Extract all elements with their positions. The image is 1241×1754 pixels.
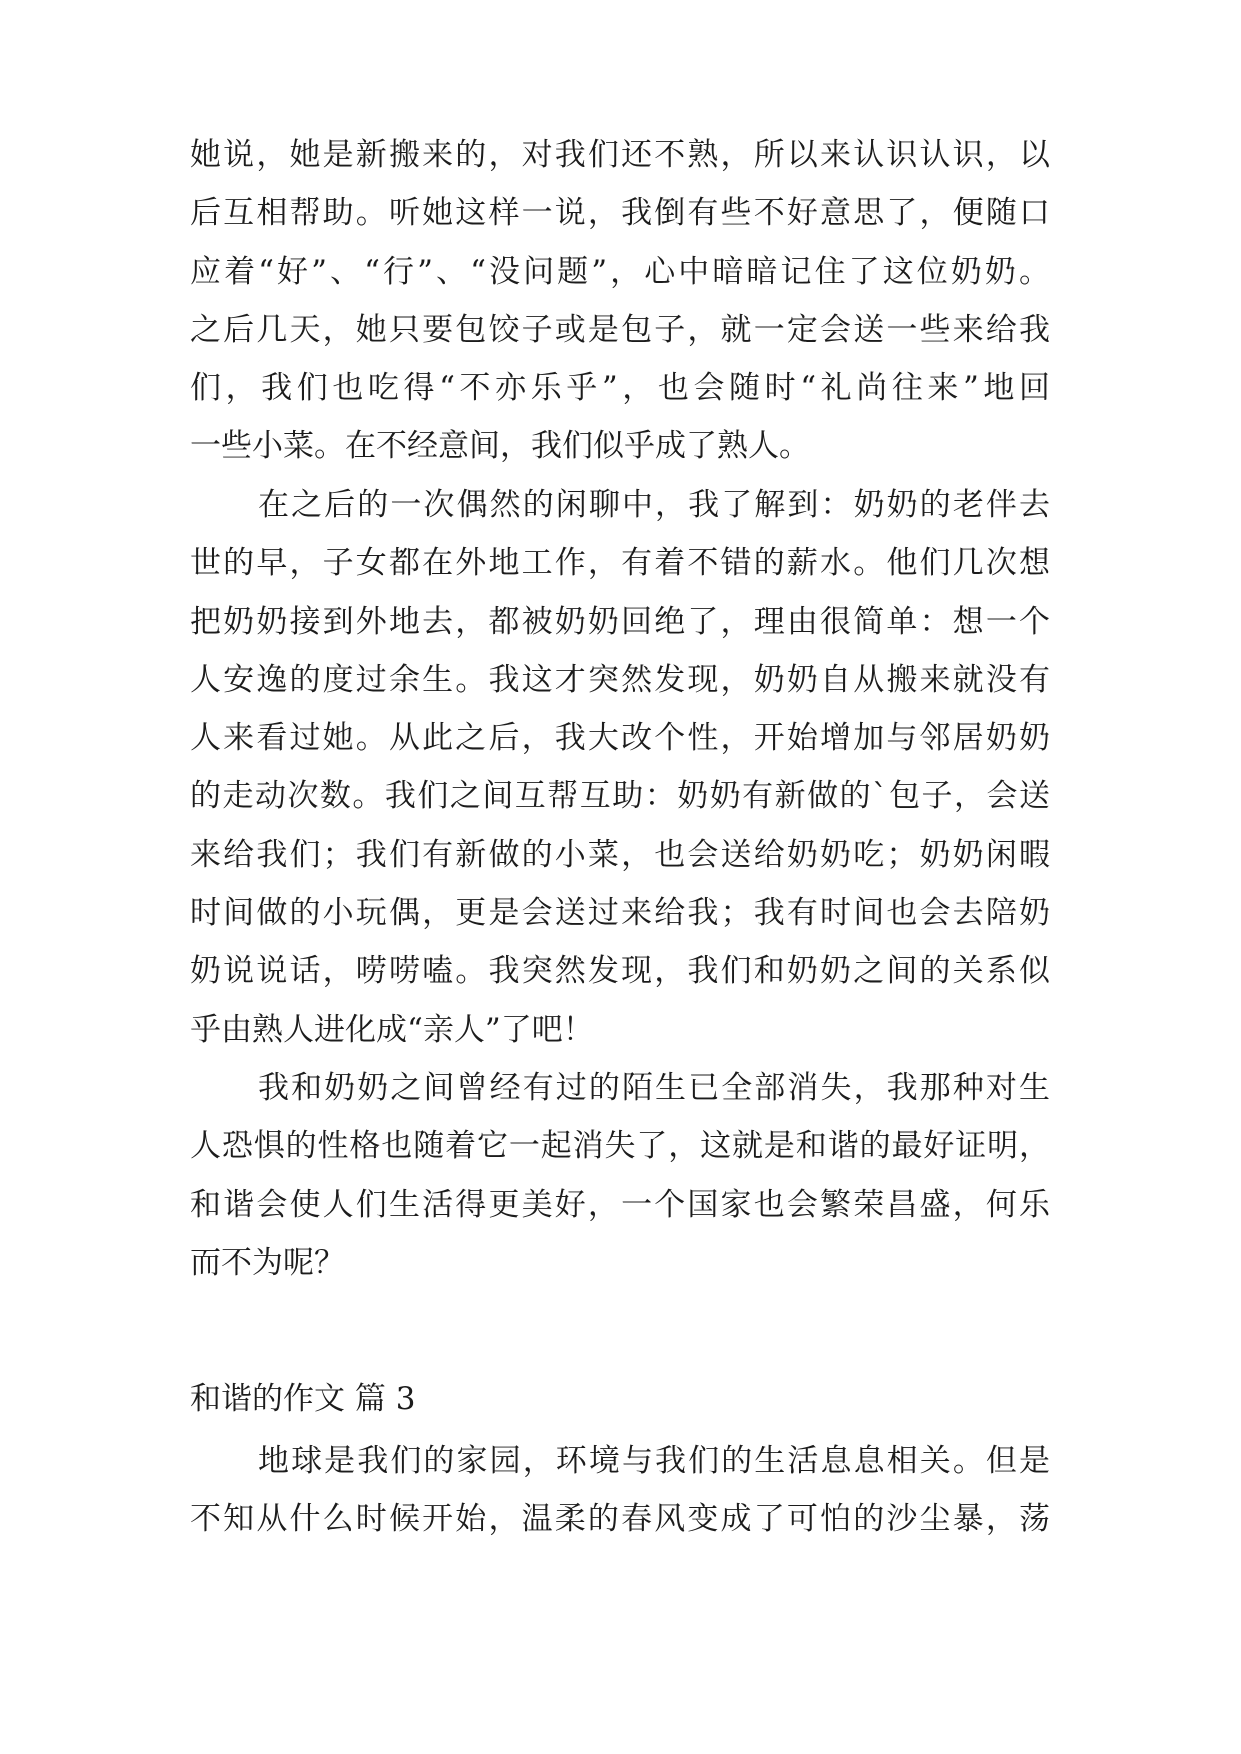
- paragraph-1: [190, 126, 1050, 476]
- text-line: 应着“好”、“行”、“没问题”，心中暗暗记住了这位奶奶。: [190, 253, 1050, 290]
- text-line: 地球是我们的家园，环境与我们的生活息息相关。但是: [258, 1443, 1050, 1479]
- text-line: 奶说说话，唠唠嗑。我突然发现，我们和奶奶之间的关系似: [190, 953, 1050, 990]
- text-line: 的走动次数。我们之间互帮互助：奶奶有新做的`包子，会送: [190, 778, 1050, 815]
- section-paragraph: [190, 1432, 1050, 1549]
- text-line: 我和奶奶之间曾经有过的陌生已全部消失，我那种对生: [258, 1070, 1050, 1106]
- text-line: 后互相帮助。听她这样一说，我倒有些不好意思了，便随口: [190, 195, 1050, 232]
- text-line: 人恐惧的性格也随着它一起消失了，这就是和谐的最好证明，: [190, 1128, 1050, 1165]
- text-line: 和谐会使人们生活得更美好，一个国家也会繁荣昌盛，何乐: [190, 1186, 1050, 1223]
- text-line: 世的早，子女都在外地工作，有着不错的薪水。他们几次想: [190, 545, 1050, 582]
- text-line: 乎由熟人进化成“亲人”了吧！: [190, 1011, 594, 1048]
- text-line: 不知从什么时候开始，温柔的春风变成了可怕的沙尘暴，荡: [190, 1501, 1050, 1538]
- text-line: 时间做的小玩偶，更是会送过来给我；我有时间也会去陪奶: [190, 895, 1050, 932]
- text-line: 她说，她是新搬来的，对我们还不熟，所以来认识认识，以: [190, 137, 1050, 173]
- section-heading: 和谐的作文 篇 3: [190, 1381, 416, 1417]
- text-line: 们，我们也吃得“不亦乐乎”，也会随时“礼尚往来”地回: [190, 370, 1050, 407]
- text-line: 来给我们；我们有新做的小菜，也会送给奶奶吃；奶奶闲暇: [190, 836, 1050, 873]
- text-line: 人安逸的度过余生。我这才突然发现，奶奶自从搬来就没有: [190, 661, 1050, 698]
- text-line: 把奶奶接到外地去，都被奶奶回绝了，理由很简单：想一个: [190, 603, 1050, 640]
- paragraph-2: [190, 476, 1050, 1059]
- text-line: 而不为呢？: [190, 1244, 345, 1281]
- text-line: 人来看过她。从此之后，我大改个性，开始增加与邻居奶奶: [190, 720, 1050, 757]
- text-line: 一些小菜。在不经意间，我们似乎成了熟人。: [190, 428, 810, 465]
- text-line: 在之后的一次偶然的闲聊中，我了解到：奶奶的老伴去: [258, 487, 1050, 523]
- paragraph-3: [190, 1059, 1050, 1292]
- text-line: 之后几天，她只要包饺子或是包子，就一定会送一些来给我: [190, 311, 1050, 348]
